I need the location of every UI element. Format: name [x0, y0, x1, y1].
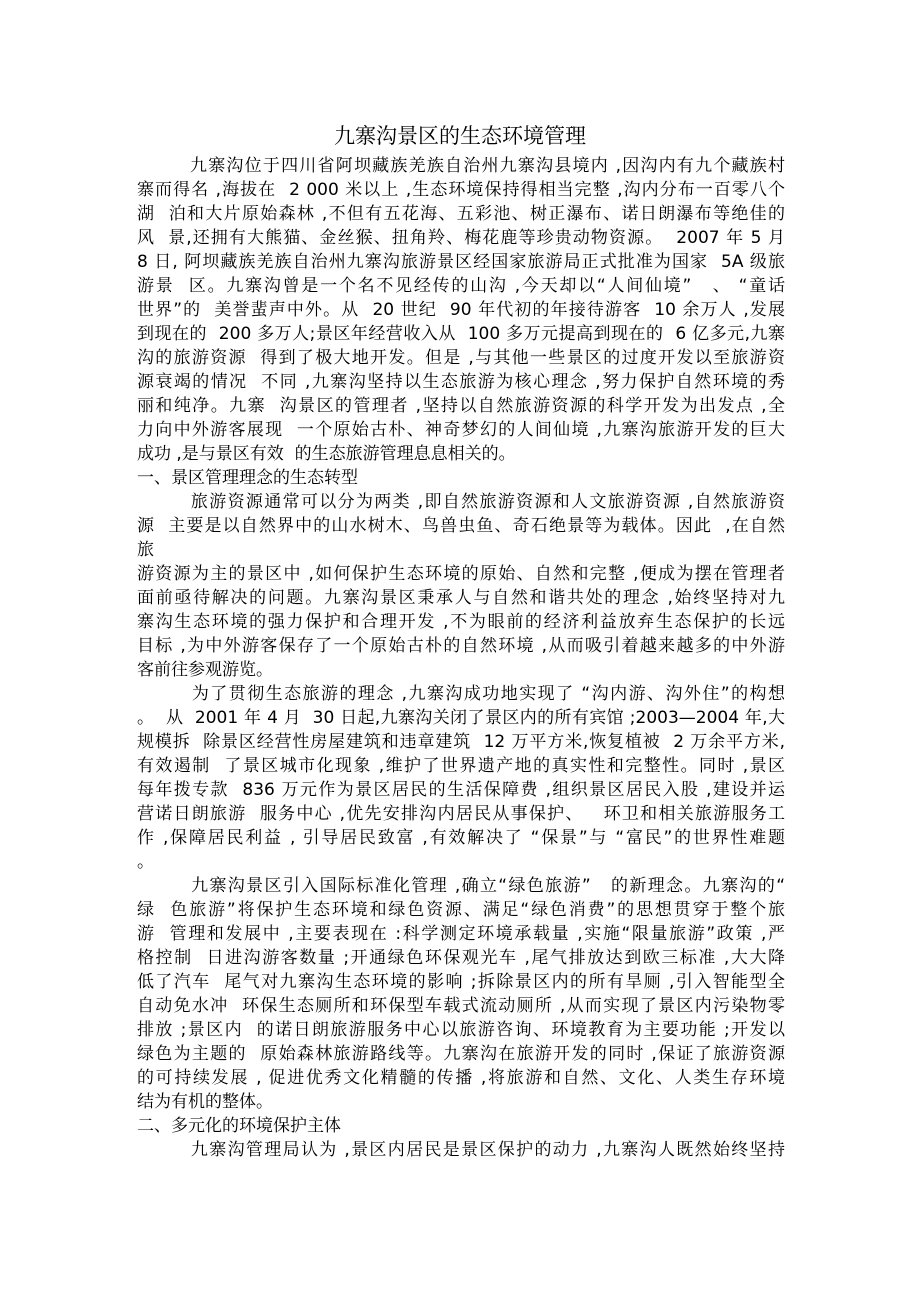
paragraph-line: 的可持续发展 , 促进优秀文化精髓的传播 ,将旅游和自然、文化、人类生存环境 — [137, 1068, 785, 1088]
document-title: 九寨沟景区的生态环境管理 — [334, 124, 586, 148]
paragraph-line: 风 景,还拥有大熊猫、金丝猴、扭角羚、梅花鹿等珍贵动物资源。 2007 年 5 月 — [137, 228, 785, 248]
paragraph-line: 寨沟生态环境的强力保护和合理开发 ,不为眼前的经济利益放弃生态保护的长远 — [137, 612, 785, 632]
paragraph-line: 作 ,保障居民利益 , 引导居民致富 ,有效解决了 “保景”与 “富民”的世界性难题 — [137, 828, 785, 848]
paragraph-line: 规模拆 除景区经营性房屋建筑和违章建筑 12 万平方米,恢复植被 2 万余平方米, — [137, 732, 785, 752]
paragraph-line: 世界”的 美誉蜚声中外。从 20 世纪 90 年代初的年接待游客 10 余万人 ,发展 — [137, 300, 785, 320]
paragraph-line: 成功 ,是与景区有效 的生态旅游管理息息相关的。 — [137, 444, 516, 464]
paragraph-line: 寨而得名 ,海拔在 2 000 米以上 ,生态环境保持得相当完整 ,沟内分布一百零八个 — [137, 180, 785, 200]
paragraph-line: 低了汽车 尾气对九寨沟生态环境的影响 ;拆除景区内的所有旱厕 ,引入智能型全 — [137, 972, 785, 992]
paragraph-line: 自动免水冲 环保生态厕所和环保型车载式流动厕所 ,从而实现了景区内污染物零 — [137, 996, 785, 1016]
paragraph-line: 旅 — [137, 540, 154, 560]
section-heading: 二、多元化的环境保护主体 — [137, 1116, 341, 1136]
paragraph-line: 游 管理和发展中 ,主要表现在 :科学测定环境承载量 ,实施“限量旅游”政策 ,严 — [137, 924, 785, 944]
paragraph-line: 每年拨专款 836 万元作为景区居民的生活保障费 ,组织景区居民入股 ,建设并运 — [137, 780, 785, 800]
paragraph-line: 旅游资源通常可以分为两类 ,即自然旅游资源和人文旅游资源 ,自然旅游资 — [137, 492, 785, 512]
paragraph-line: 排放 ;景区内 的诺日朗旅游服务中心以旅游咨询、环境教育为主要功能 ;开发以 — [137, 1020, 785, 1040]
paragraph-line: 结为有机的整体。 — [137, 1092, 273, 1112]
paragraph-line: 绿色为主题的 原始森林旅游路线等。九寨沟在旅游开发的同时 ,保证了旅游资源 — [137, 1044, 785, 1064]
paragraph-line: 有效遏制 了景区城市化现象 ,维护了世界遗产地的真实性和完整性。同时 ,景区 — [137, 756, 785, 776]
paragraph-line: 面前亟待解决的问题。九寨沟景区秉承人与自然和谐共处的理念 ,始终坚持对九 — [137, 588, 785, 608]
paragraph-line: 8 日, 阿坝藏族羌族自治州九寨沟旅游景区经国家旅游局正式批准为国家 5A 级旅 — [137, 252, 785, 272]
paragraph-line: 九寨沟位于四川省阿坝藏族羌族自治州九寨沟县境内 ,因沟内有九个藏族村 — [137, 156, 785, 176]
paragraph-line: 丽和纯净。九寨 沟景区的管理者 ,坚持以自然旅游资源的科学开发为出发点 ,全 — [137, 396, 785, 416]
paragraph-line: 到现在的 200 多万人;景区年经营收入从 100 多万元提高到现在的 6 亿多元,九寨 — [137, 324, 785, 344]
paragraph-line: 。 — [137, 852, 154, 872]
paragraph-line: 力向中外游客展现 一个原始古朴、神奇梦幻的人间仙境 ,九寨沟旅游开发的巨大 — [137, 420, 785, 440]
paragraph-line: 为了贯彻生态旅游的理念 ,九寨沟成功地实现了 “沟内游、沟外住”的构想 — [137, 684, 785, 704]
paragraph-line: 营诺日朗旅游 服务中心 ,优先安排沟内居民从事保护、 环卫和相关旅游服务工 — [137, 804, 785, 824]
paragraph-line: 源衰竭的情况 不同 ,九寨沟坚持以生态旅游为核心理念 ,努力保护自然环境的秀 — [137, 372, 785, 392]
paragraph-line: 客前往参观游览。 — [137, 660, 273, 680]
paragraph-line: 游景 区。九寨沟曾是一个名不见经传的山沟 ,今天却以“人间仙境” 、 “童话 — [137, 276, 785, 296]
paragraph-line: 湖 泊和大片原始森林 ,不但有五花海、五彩池、树正瀑布、诺日朗瀑布等绝佳的 — [137, 204, 785, 224]
paragraph-line: 源 主要是以自然界中的山水树木、鸟兽虫鱼、奇石绝景等为载体。因此 ,在自然 — [137, 516, 785, 536]
paragraph-line: 绿 色旅游”将保护生态环境和绿色资源、满足“绿色消费”的思想贯穿于整个旅 — [137, 900, 785, 920]
paragraph-line: 。 从 2001 年 4 月 30 日起,九寨沟关闭了景区内的所有宾馆 ;2003—2004 年,大 — [137, 708, 785, 728]
section-heading: 一、景区管理理念的生态转型 — [137, 468, 358, 488]
paragraph-line: 九寨沟管理局认为 ,景区内居民是景区保护的动力 ,九寨沟人既然始终坚持 — [137, 1140, 785, 1160]
paragraph-line: 沟的旅游资源 得到了极大地开发。但是 ,与其他一些景区的过度开发以至旅游资 — [137, 348, 785, 368]
paragraph-line: 九寨沟景区引入国际标准化管理 ,确立“绿色旅游” 的新理念。九寨沟的“ — [137, 876, 785, 896]
paragraph-line: 目标 ,为中外游客保存了一个原始古朴的自然环境 ,从而吸引着越来越多的中外游 — [137, 636, 785, 656]
paragraph-line: 格控制 日进沟游客数量 ;开通绿色环保观光车 ,尾气排放达到欧三标准 ,大大降 — [137, 948, 785, 968]
paragraph-line: 游资源为主的景区中 ,如何保护生态环境的原始、自然和完整 ,便成为摆在管理者 — [137, 564, 785, 584]
